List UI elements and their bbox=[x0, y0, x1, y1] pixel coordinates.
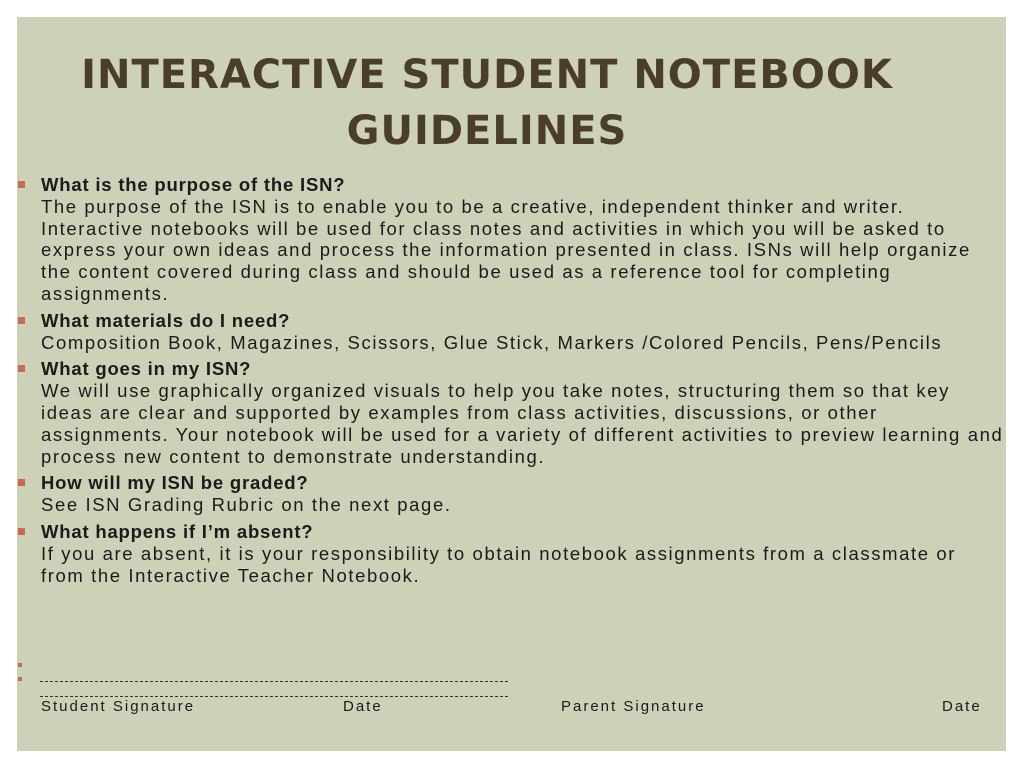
parent-signature-label: Parent Signature bbox=[561, 698, 706, 715]
list-item-absent bbox=[17, 521, 1006, 586]
signature-line bbox=[40, 681, 508, 682]
item-question: What is the purpose of the ISN? bbox=[41, 174, 346, 195]
signature-labels bbox=[41, 698, 986, 718]
title-line-2: GUIDELINES bbox=[346, 108, 628, 154]
square-bullet-icon bbox=[18, 677, 22, 681]
square-bullet-icon bbox=[18, 528, 25, 535]
item-question: What goes in my ISN? bbox=[41, 358, 252, 380]
parent-date-label: Date bbox=[942, 698, 982, 715]
item-question: What happens if I’m absent? bbox=[41, 520, 314, 542]
square-bullet-icon bbox=[18, 663, 22, 667]
item-answer: Composition Book, Magazines, Scissors, Glue Stick, Markers /Colored Pencils, Pens/Pencils bbox=[41, 331, 943, 353]
item-answer: The purpose of the ISN is to enable you to be a creative, independent thinker and writer. Interactive notebooks will be used for class notes and activities in which you will be asked to express your own ideas and process the information presented in class. ISNs will help organize the content covered during class and should be used as a reference tool for completing assignments. bbox=[41, 195, 971, 304]
list-item-grading bbox=[17, 472, 1006, 516]
list-item-contents bbox=[17, 358, 1006, 467]
student-signature-label: Student Signature bbox=[41, 698, 196, 715]
slide bbox=[17, 17, 1006, 751]
item-answer: If you are absent, it is your responsibility to obtain notebook assignments from a classmate or from the Interactive Teacher Notebook. bbox=[41, 542, 956, 586]
square-bullet-icon bbox=[18, 479, 25, 486]
item-question: How will my ISN be graded? bbox=[41, 472, 309, 494]
student-date-label: Date bbox=[343, 698, 383, 715]
page-title bbox=[37, 47, 937, 159]
signature-line bbox=[40, 696, 508, 697]
item-answer: We will use graphically organized visuals to help you take notes, structuring them so that key ideas are clear and supported by examples from class activities, discussions, or other assignments. Your notebook will be used for a variety of different activities to preview learning and process new content to demonstrate understanding. bbox=[41, 380, 1004, 467]
item-answer: See ISN Grading Rubric on the next page. bbox=[41, 494, 452, 516]
list-item-purpose bbox=[17, 174, 1006, 305]
guidelines-list bbox=[17, 174, 1006, 591]
item-question: What materials do I need? bbox=[41, 309, 291, 331]
title-line-1: INTERACTIVE STUDENT NOTEBOOK bbox=[81, 52, 893, 98]
square-bullet-icon bbox=[18, 181, 25, 188]
square-bullet-icon bbox=[18, 365, 25, 372]
list-item-materials bbox=[17, 310, 1006, 354]
square-bullet-icon bbox=[18, 317, 25, 324]
